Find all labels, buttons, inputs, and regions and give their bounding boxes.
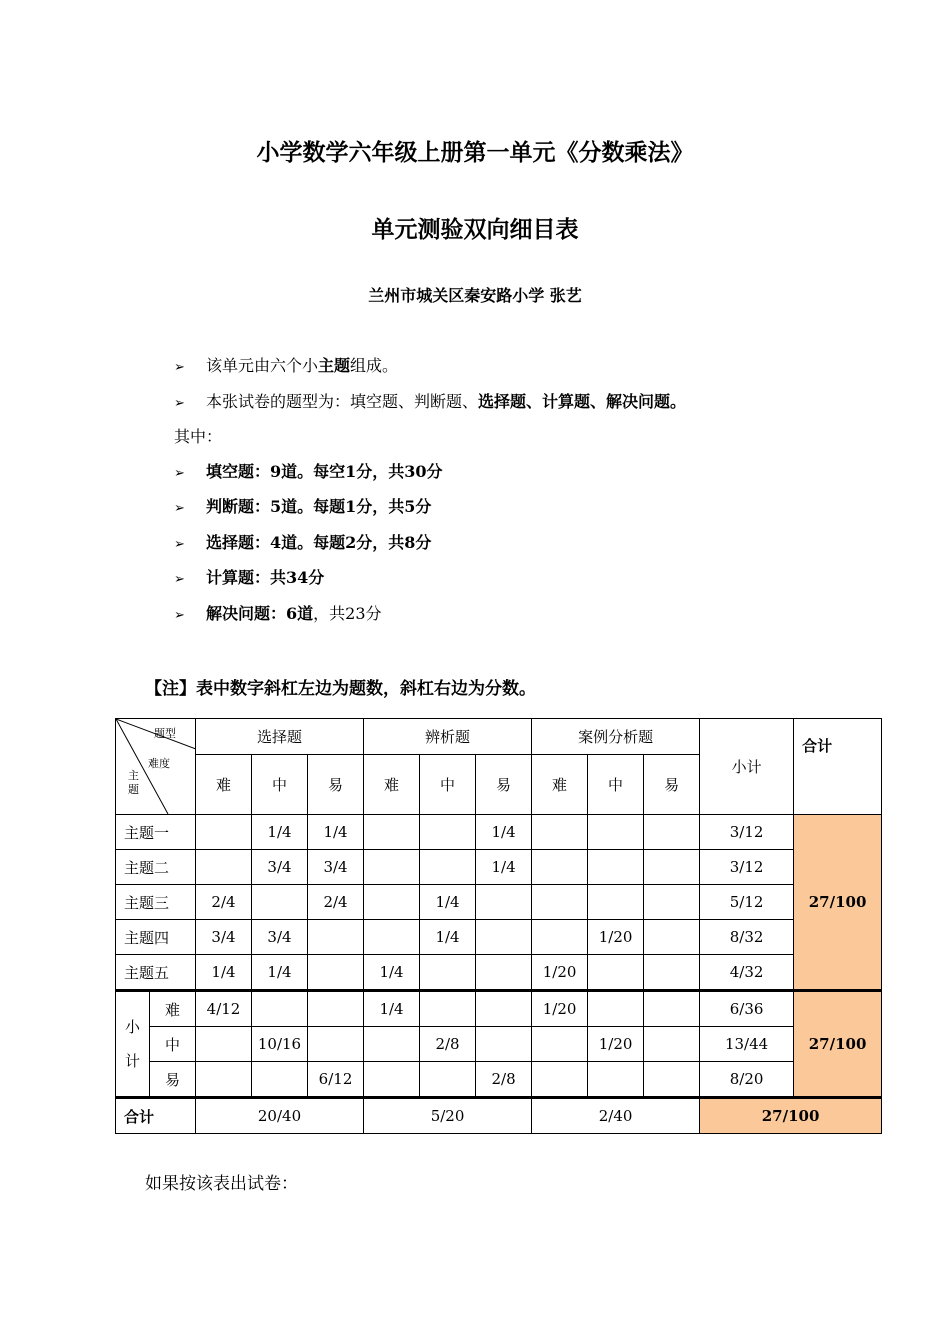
corner-topic-label-top: 主 [128, 769, 139, 782]
bullet-item: ➢ 填空题：9道。每空1分，共30分 [174, 460, 443, 484]
footer-text: 如果按该表出试卷： [145, 1174, 298, 1194]
total-header: 合计 [794, 719, 882, 815]
table-row: 主题二 3/4 3/4 1/4 3/12 [116, 850, 882, 885]
corner-topic-label-bottom: 题 [128, 783, 139, 796]
arrow-bullet-icon: ➢ [174, 537, 185, 552]
bullet-item: ➢ 选择题：4道。每题2分，共8分 [174, 531, 431, 555]
document-title: 小学数学六年级上册第一单元《分数乘法》 [256, 140, 694, 166]
specification-table [115, 718, 882, 1134]
group-header: 选择题 [196, 719, 364, 755]
topic-total-cell: 27/100 [794, 815, 882, 991]
table-row: 主题三 2/4 2/4 1/4 5/12 [116, 885, 882, 920]
bullet-item: ➢ 解决问题：6道，共23分 [174, 602, 382, 626]
arrow-bullet-icon: ➢ [174, 360, 185, 375]
corner-header [116, 719, 196, 815]
group-header: 辨析题 [364, 719, 532, 755]
table-note: 【注】表中数字斜杠左边为题数，斜杠右边为分数。 [145, 679, 536, 699]
level-header: 难 [364, 754, 420, 814]
arrow-bullet-icon: ➢ [174, 396, 185, 411]
level-header: 难 [532, 754, 588, 814]
corner-difficulty-label: 难度 [148, 757, 170, 770]
arrow-bullet-icon: ➢ [174, 608, 185, 623]
subtotal-header: 小计 [700, 719, 794, 815]
bullet-item: ➢ 该单元由六个小主题组成。 [174, 354, 398, 378]
grand-total-cell: 27/100 [700, 1098, 882, 1134]
level-header: 难 [196, 754, 252, 814]
level-header: 易 [644, 754, 700, 814]
author-line: 兰州市城关区秦安路小学 张艺 [368, 286, 582, 305]
arrow-bullet-icon: ➢ [174, 501, 185, 516]
level-header: 易 [308, 754, 364, 814]
corner-type-label: 题型 [154, 727, 176, 740]
arrow-bullet-icon: ➢ [174, 572, 185, 587]
intro-text: 其中： [174, 427, 223, 446]
document-subtitle: 单元测验双向细目表 [371, 217, 579, 243]
arrow-bullet-icon: ➢ [174, 466, 185, 481]
table-row: 主题五 1/4 1/4 1/4 1/20 4/32 [116, 955, 882, 991]
level-header: 中 [252, 754, 308, 814]
level-header: 易 [476, 754, 532, 814]
table-row: 中 10/16 2/8 1/20 13/44 [116, 1027, 882, 1062]
table-row: 小 计 难 4/12 1/4 1/20 6/36 27/100 [116, 991, 882, 1027]
level-header: 中 [420, 754, 476, 814]
group-header: 案例分析题 [532, 719, 700, 755]
table-row: 主题四 3/4 3/4 1/4 1/20 8/32 [116, 920, 882, 955]
total-row: 合计 20/40 5/20 2/40 27/100 [116, 1098, 882, 1134]
level-header: 中 [588, 754, 644, 814]
subtotal-row-label: 小 计 [116, 991, 150, 1098]
bullet-item: ➢ 本张试卷的题型为：填空题、判断题、选择题、计算题、解决问题。 [174, 390, 686, 414]
bullet-item: ➢ 计算题：共34分 [174, 566, 324, 590]
bullet-item: ➢ 判断题：5道。每题1分，共5分 [174, 495, 431, 519]
level-total-cell: 27/100 [794, 991, 882, 1098]
table-row: 易 6/12 2/8 8/20 [116, 1062, 882, 1098]
table-row: 主题一 1/4 1/4 1/4 3/12 27/100 [116, 815, 882, 850]
